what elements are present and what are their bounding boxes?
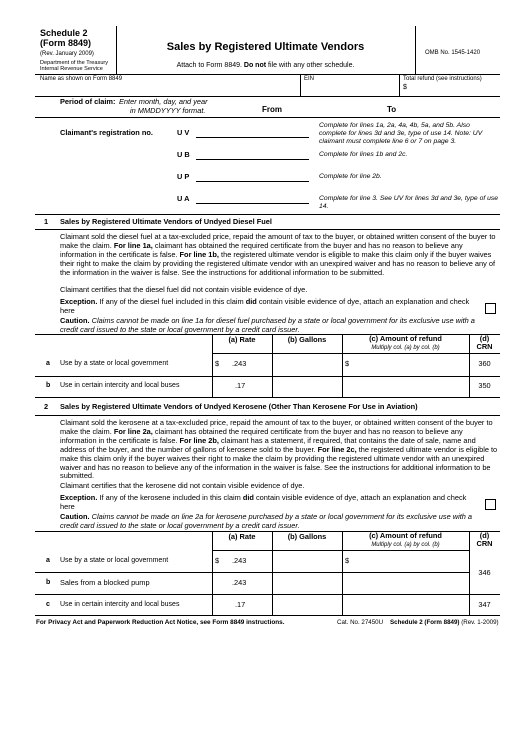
registration-rule [35,214,500,215]
s2-vdiv-rate [212,531,213,615]
attach-prefix: Attach to Form 8849. [176,62,242,69]
form-title: Sales by Registered Ultimate Vendors [166,41,365,53]
s1-vdiv-gallons [272,334,273,376]
s1-caution-label: Caution. [60,316,90,325]
registration-label: Claimant's registration no. [60,128,153,137]
s2-row-c-rate: .17 [235,600,246,609]
section-2-title: Sales by Registered Ultimate Vendors of Undyed Kerosene (Other Than Kerosene For Use in Aviation) [60,402,418,411]
s2-exception-b: contain visible evidence of dye, attach an explanation and check here [60,493,467,511]
s1-vdiv-rate-b [212,376,213,397]
s2-row-a-letter: a [46,557,50,564]
section-2-title-rule [35,415,500,416]
s2-table-bottom [35,615,500,616]
s2-row-b-rule [35,594,500,595]
section-1-exception [60,298,470,316]
s2-row-c-gallons-field[interactable] [274,596,340,614]
s1-exception-did: did [245,297,257,306]
s2-row-b-amount-field[interactable] [344,574,467,593]
section-2-number: 2 [44,402,49,411]
s1-col-crn-letter: (d) [479,334,490,343]
s2-exception-did: did [242,493,254,502]
s2-row-a-amount-field[interactable] [354,552,467,571]
period-label: Period of claim: [60,97,116,106]
s2-p1-c: claimant has obtained the required certificate from the buyer and has no reason to believe any information in the certificate is false. [60,426,463,445]
section-1-number: 1 [44,217,49,226]
s1-vdiv-gallons-b [272,376,273,397]
s2-row-c-amount-field[interactable] [344,596,467,614]
s2-col-crn-letter: (d) [479,531,490,540]
section-2-exception [60,494,470,512]
s2-caution-label: Caution. [60,512,90,521]
s1-row-b-gallons-field[interactable] [274,378,340,396]
s2-col-gallons: (b) Gallons [287,532,327,541]
s2-header-rule [212,550,469,551]
section-1-title: Sales by Registered Ultimate Vendors of Undyed Diesel Fuel [60,217,272,226]
from-date-field[interactable] [290,104,370,114]
total-refund-dollar: $ [403,84,407,91]
s1-row-a-dollar: $ [215,359,220,368]
s2-row-c-letter: c [46,601,50,608]
s1-row-a-amount-dollar: $ [345,359,350,368]
period-rule [35,117,500,118]
attach-instruction [116,62,415,71]
period-instruction-1: Enter month, day, and year [119,97,208,106]
s1-row-a-gallons-field[interactable] [274,355,340,374]
s1-exception-a: If any of the diesel fuel included in this claim [99,297,244,306]
s2-row-a-amount-dollar: $ [345,556,350,565]
agency-line: Internal Revenue Service [40,66,103,72]
registration-code-up: U P [177,172,190,181]
s2-vdiv-amount [342,531,343,615]
s1-p1-a: Claimant sold the diesel fuel at a tax-excluded price, repaid the amount of tax to the buyer, or obtained written consent of the buyer to make the claim. [60,232,496,250]
s1-p1-c: claimant has obtained the required certificate from the buyer and has no reason to believe any information in the certificate is false. [60,240,463,259]
registration-ua-field[interactable] [196,203,309,204]
s2-row-b-rate: .243 [232,578,247,587]
registration-uv-field[interactable] [196,137,309,138]
s1-row-a-rate: .243 [232,359,247,368]
s2-row-a-rule [35,572,469,573]
s1-row-b-amount-field[interactable] [344,378,467,396]
registration-ub-note: Complete for lines 1b and 2c. [319,151,408,158]
s1-caution-text: Claims cannot be made on line 1a for diesel fuel purchased by a state or local government for its exclusive use with a credit card issued to the state or local government by a credit card issuer. [60,316,475,334]
name-field[interactable] [38,82,298,94]
s2-row-a-gallons-field[interactable] [274,552,340,571]
s1-exception-label: Exception. [60,297,98,306]
to-date-field[interactable] [405,104,495,114]
registration-code-uv: U V [177,128,190,137]
section-2-certification: Claimant certifies that the kerosene did not contain visible evidence of dye. [60,481,305,490]
footer-revision: (Rev. 1-2009) [461,619,499,626]
s2-caution-text: Claims cannot be made on line 2a for kerosene purchased by a state or local government for its exclusive use with a credit card issued to the state or local government by a credit card issuer. [60,512,473,530]
section-2-dye-checkbox[interactable] [485,499,496,510]
omb-number: OMB No. 1545-1420 [425,50,481,56]
privacy-notice: For Privacy Act and Paperwork Reduction Act Notice, see Form 8849 instructions. [36,619,285,626]
s1-row-a-crn: 360 [478,359,491,368]
refund-divider [399,74,400,96]
s1-row-b-rate: .17 [235,381,246,390]
s2-p1-a: Claimant sold the kerosene at a tax-excluded price, repaid the amount of tax to the buyer, or obtained written consent of the buyer to make the claim. [60,418,493,436]
s2-col-rate: (a) Rate [228,532,256,541]
footer-form-name: Schedule 2 (Form 8849) [390,619,460,626]
s2-row-c-crn: 347 [478,600,491,609]
s1-row-b-letter: b [46,382,51,389]
s1-row-a-letter: a [46,360,50,367]
s1-row-a-rule [35,376,500,377]
name-label: Name as shown on Form 8849 [40,76,123,82]
s2-p1-d: For line 2b, [179,435,219,445]
s1-row-b-label: Use in certain intercity and local buses [60,382,180,389]
s1-vdiv-amount [342,334,343,376]
registration-code-ua: U A [177,194,190,203]
registration-up-note: Complete for line 2b. [319,173,382,180]
s1-vdiv-amount-b [342,376,343,397]
footer-form-id [390,619,499,628]
s1-vdiv-crn [469,334,470,376]
s1-row-b-crn: 350 [478,381,491,390]
s1-col-gallons: (b) Gallons [287,335,327,344]
s2-row-a-label: Use by a state or local government [60,557,169,564]
s1-exception-b: contain visible evidence of dye, attach an explanation and check here [60,297,470,315]
s1-col-crn: CRN [476,342,493,351]
section-1-paragraph [60,233,498,278]
section-1-title-rule [35,229,500,230]
s2-row-b-gallons-field[interactable] [274,574,340,593]
to-label: To [387,105,397,114]
s2-p1-e: claimant has a statement, if required, that contains the date of sale, name and address of the buyer, and the number of gallons of kerosene sold to the buyer. [60,435,476,454]
s1-vdiv-rate [212,334,213,376]
section-2-caution [60,513,490,531]
s2-p1-f: For line 2c, [317,444,357,454]
registration-ua-note: Complete for line 3. See UV for lines 3d and 3e, type of use 14. [319,195,499,210]
schedule-number: Schedule 2 [40,28,88,38]
s1-p1-b: For line 1a, [113,240,153,250]
s2-p1-g: the registered ultimate vendor is eligible to make this claim only if the buyer waives their right to make the claim by providing the registered ultimate vendor with an unexpired waiver and has no reason to believe any of the information in the waiver is false. See the instructions for additional information to be submitted. [60,444,498,481]
attach-do-not: Do not [243,62,267,69]
s2-p1-b: For line 2a, [113,426,153,436]
s2-col-crn: CRN [476,539,493,548]
s1-col-amount-sub: Multiply col. (a) by col. (b) [371,345,440,351]
revision-date: (Rev. January 2009) [40,51,94,57]
s2-row-c-label: Use in certain intercity and local buses [60,601,180,608]
s1-p1-e: the registered ultimate vendor is eligible to make this claim only if the buyer waives their right to make the claim by providing the registered ultimate vendor with an unexpired waiver and has no reason to believe any of the information in the waiver is false. See the instructions for additional information to be submitted. [60,249,496,277]
s2-exception-label: Exception. [60,493,98,502]
s2-col-amount-sub: Multiply col. (a) by col. (b) [371,542,440,548]
from-label: From [262,105,282,114]
s1-col-rate: (a) Rate [228,335,256,344]
ein-field[interactable] [302,82,397,94]
header-divider-right [415,26,416,74]
department-line: Department of the Treasury [40,60,109,66]
s1-row-a-amount-field[interactable] [354,355,467,374]
registration-uv-note: Complete for lines 1a, 2a, 4a, 4b, 5a, and 5b. Also complete for lines 3d and 3e, type of use 14. Note: UV claimant must complete line 6 or 7 on page 3. [319,122,483,145]
period-instruction-2: in MMDDYYYY format. [130,106,206,115]
section-1-caution [60,317,490,335]
s1-p1-d: For line 1b, [179,249,219,259]
s2-row-b-label: Sales from a blocked pump [60,578,150,587]
ein-divider [300,74,301,96]
s2-row-a-dollar: $ [215,556,220,565]
s1-row-a-label: Use by a state or local government [60,360,169,367]
s2-row-a-rate: .243 [232,556,247,565]
s1-col-amount: (c) Amount of refund [369,334,442,343]
s2-vdiv-gallons [272,531,273,615]
registration-ub-field[interactable] [196,159,309,160]
form-number: (Form 8849) [40,38,92,48]
attach-suffix: file with any other schedule. [268,62,355,69]
section-2-paragraph [60,419,498,481]
s1-table-bottom [35,397,500,398]
s2-col-amount: (c) Amount of refund [369,531,442,540]
section-1-dye-checkbox[interactable] [485,303,496,314]
section-1-certification: Claimant certifies that the diesel fuel did not contain visible evidence of dye. [60,285,308,294]
s2-row-b-letter: b [46,579,51,586]
total-refund-label: Total refund (see instructions) [403,76,482,82]
catalog-number: Cat. No. 27450U [337,619,384,626]
s2-exception-a: If any of the kerosene included in this claim [99,493,241,502]
registration-code-ub: U B [177,150,190,159]
ein-label: EIN [304,76,315,82]
s1-header-rule [212,353,500,354]
total-refund-field[interactable] [412,82,500,94]
s2-row-ab-crn: 346 [478,568,491,577]
registration-up-field[interactable] [196,181,309,182]
